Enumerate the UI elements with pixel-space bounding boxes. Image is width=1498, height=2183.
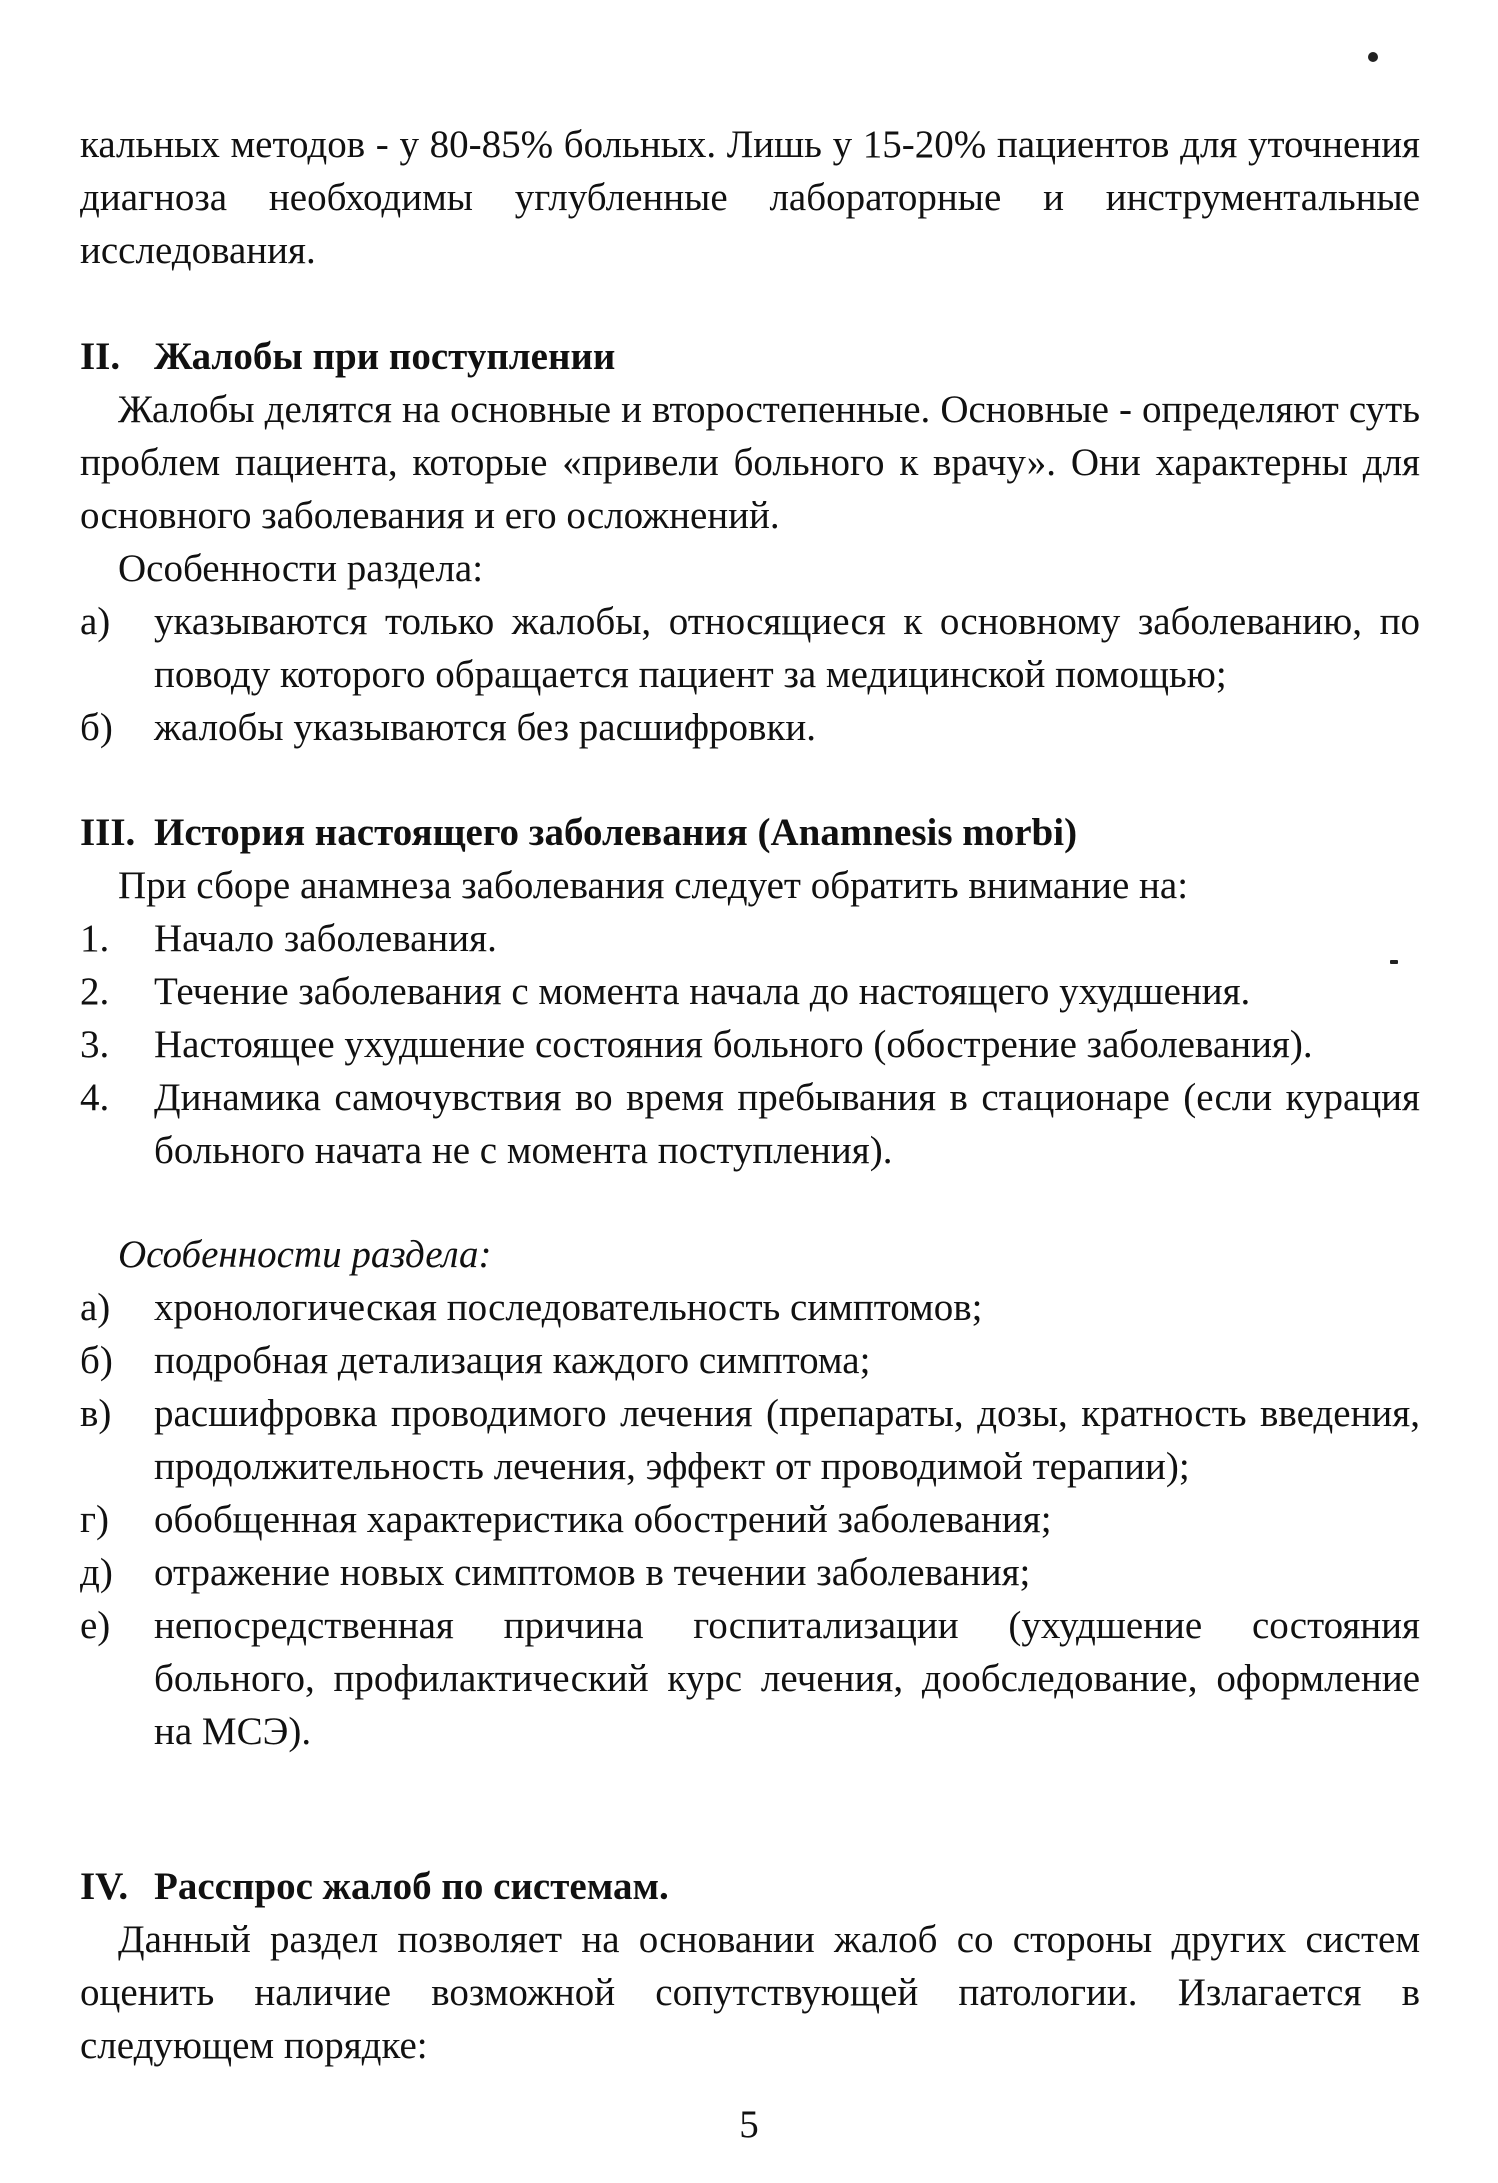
- section-3-features-label: Особенности раздела:: [118, 1233, 492, 1276]
- section-2-heading: [80, 330, 1420, 383]
- list-item: [80, 1493, 1420, 1546]
- section-2-number: II.: [80, 335, 121, 378]
- scan-speck: [1368, 52, 1378, 62]
- intro-paragraph: кальных методов - у 80-85% больных. Лишь у 15-20% пациентов для уточнения диагноза необходимы углубленные лабораторные и инструментальные исследования.: [80, 123, 1420, 272]
- list-marker: г): [80, 1498, 109, 1541]
- section-3-number: III.: [80, 811, 136, 854]
- section-2-body: [80, 383, 1420, 754]
- section-3-title: История настоящего заболевания (Anamnesis morbi): [154, 811, 1078, 854]
- numbered-item: [80, 965, 1420, 1018]
- list-text: обобщенная характеристика обострений заболевания;: [154, 1498, 1052, 1541]
- section-2-title: Жалобы при поступлении: [154, 335, 616, 378]
- number-marker: 3.: [80, 1023, 110, 1066]
- section-3-heading: [80, 806, 1420, 859]
- section-3-body: [80, 859, 1420, 1177]
- list-text: жалобы указываются без расшифровки.: [154, 706, 817, 749]
- list-text: указываются только жалобы, относящиеся к основному заболеванию, по поводу которого обращается пациент за медицинской помощью;: [154, 600, 1420, 696]
- list-text: отражение новых симптомов в течении заболевания;: [154, 1551, 1031, 1594]
- list-text: подробная детализация каждого симптома;: [154, 1339, 871, 1382]
- number-marker: 2.: [80, 970, 110, 1013]
- section-3-intro: При сборе анамнеза заболевания следует обратить внимание на:: [118, 864, 1189, 907]
- list-item: [80, 1281, 1420, 1334]
- intro-block: [80, 118, 1420, 277]
- list-marker: б): [80, 706, 113, 749]
- section-2-features-label: Особенности раздела:: [118, 547, 484, 590]
- numbered-text: Динамика самочувствия во время пребывания в стационаре (если курация больного начата не с момента поступления).: [154, 1076, 1420, 1172]
- list-item: [80, 1387, 1420, 1493]
- list-item: [80, 1334, 1420, 1387]
- list-marker: б): [80, 1339, 113, 1382]
- numbered-item: [80, 912, 1420, 965]
- list-marker: в): [80, 1392, 112, 1435]
- list-marker: а): [80, 600, 111, 643]
- list-item: [80, 701, 1420, 754]
- numbered-item: [80, 1071, 1420, 1177]
- list-marker: д): [80, 1551, 113, 1594]
- numbered-text: Начало заболевания.: [154, 917, 497, 960]
- numbered-text: Течение заболевания с момента начала до настоящего ухудшения.: [154, 970, 1251, 1013]
- number-marker: 1.: [80, 917, 110, 960]
- numbered-text: Настоящее ухудшение состояния больного (обострение заболевания).: [154, 1023, 1313, 1066]
- list-text: хронологическая последовательность симптомов;: [154, 1286, 983, 1329]
- section-4-paragraph: Данный раздел позволяет на основании жалоб со стороны других систем оценить наличие возможной сопутствующей патологии. Излагается в следующем порядке:: [80, 1918, 1420, 2067]
- list-item: [80, 1546, 1420, 1599]
- section-3-features: [80, 1228, 1420, 1758]
- section-4-number: IV.: [80, 1865, 129, 1908]
- number-marker: 4.: [80, 1076, 110, 1119]
- page-number: 5: [739, 2103, 759, 2146]
- list-marker: е): [80, 1604, 111, 1647]
- list-marker: а): [80, 1286, 111, 1329]
- list-text: непосредственная причина госпитализации (ухудшение состояния больного, профилактический курс лечения, дообследование, оформление на МСЭ).: [154, 1604, 1420, 1753]
- list-item: [80, 595, 1420, 701]
- list-text: расшифровка проводимого лечения (препараты, дозы, кратность введения, продолжительность лечения, эффект от проводимой терапии);: [154, 1392, 1420, 1488]
- section-4-body: [80, 1913, 1420, 2072]
- list-item: [80, 1599, 1420, 1758]
- section-2-paragraph: Жалобы делятся на основные и второстепенные. Основные - определяют суть проблем пациента, которые «привели больного к врачу». Они характерны для основного заболевания и его осложнений.: [80, 388, 1420, 537]
- section-4-heading: [80, 1860, 1420, 1913]
- numbered-item: [80, 1018, 1420, 1071]
- section-4-title: Расспрос жалоб по системам.: [154, 1865, 669, 1908]
